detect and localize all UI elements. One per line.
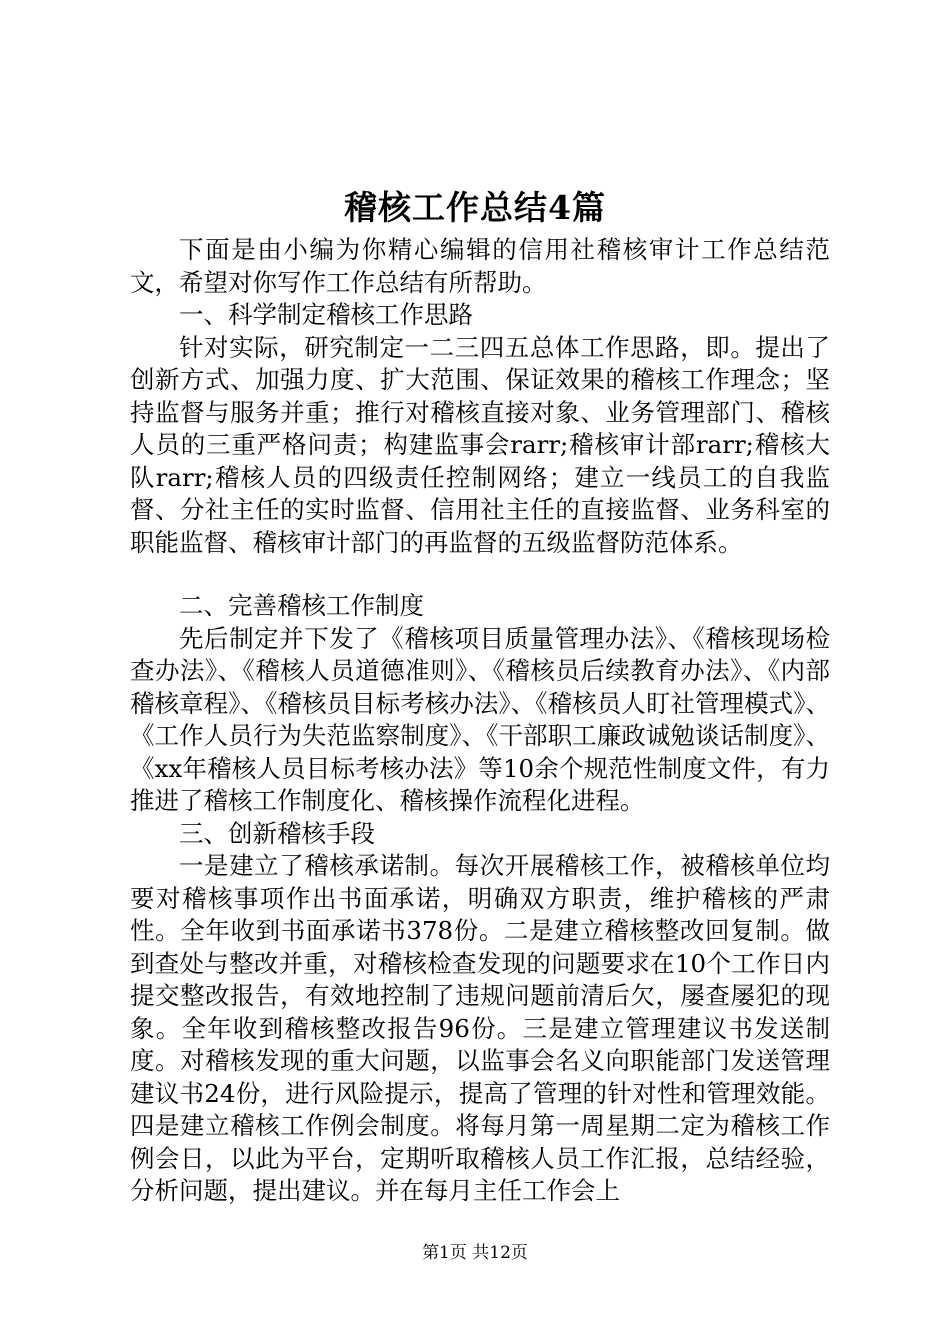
intro-paragraph: 下面是由小编为你精心编辑的信用社稽核审计工作总结范文，希望对你写作工作总结有所帮助。: [130, 235, 830, 297]
section-3-paragraph: 一是建立了稽核承诺制。每次开展稽核工作，被稽核单位均要对稽核事项作出书面承诺，明确双方职责，维护稽核的严肃性。全年收到书面承诺书378份。二是建立稽核整改回复制。做到查处与整改并重，对稽核检查发现的问题要求在10个工作日内提交整改报告，有效地控制了违规问题前清后欠，屡查屡犯的现象。全年收到稽核整改报告96份。三是建立管理建议书发送制度。对稽核发现的重大问题，以监事会名义向职能部门发送管理建议书24份，进行风险提示，提高了管理的针对性和管理效能。四是建立稽核工作例会制度。将每月第一周星期二定为稽核工作例会日，以此为平台，定期听取稽核人员工作汇报，总结经验，分析问题，提出建议。并在每月主任工作会上: [130, 851, 830, 1205]
document-body: [130, 234, 830, 1208]
document-title: 稽核工作总结4篇: [344, 188, 606, 227]
section-2-paragraph: 先后制定并下发了《稽核项目质量管理办法》、《稽核现场检查办法》、《稽核人员道德准则》、《稽核员后续教育办法》、《内部稽核章程》、《稽核员目标考核办法》、《稽核员人盯社管理模式》、《工作人员行为失范监察制度》、《干部职工廉政诚勉谈话制度》、《xx年稽核人员目标考核办法》等10余个规范性制度文件，有力推进了稽核工作制度化、稽核操作流程化进程。: [130, 623, 830, 815]
section-heading-2: 二、完善稽核工作制度: [179, 591, 424, 620]
section-heading-3: 三、创新稽核手段: [179, 818, 375, 848]
section-1-paragraph: 针对实际，研究制定一二三四五总体工作思路，即。提出了创新方式、加强力度、扩大范围、保证效果的稽核工作理念；坚持监督与服务并重；推行对稽核直接对象、业务管理部门、稽核人员的三重严格问责；构建监事会rarr;稽核审计部rarr;稽核大队rarr;稽核人员的四级责任控制网络；建立一线员工的自我监督、分社主任的实时监督、信用社主任的直接监督、业务科室的职能监督、稽核审计部门的再监督的五级监督防范体系。: [130, 332, 830, 557]
section-heading-1: 一、科学制定稽核工作思路: [179, 300, 473, 329]
page-footer: 第1页 共12页: [422, 1243, 528, 1263]
